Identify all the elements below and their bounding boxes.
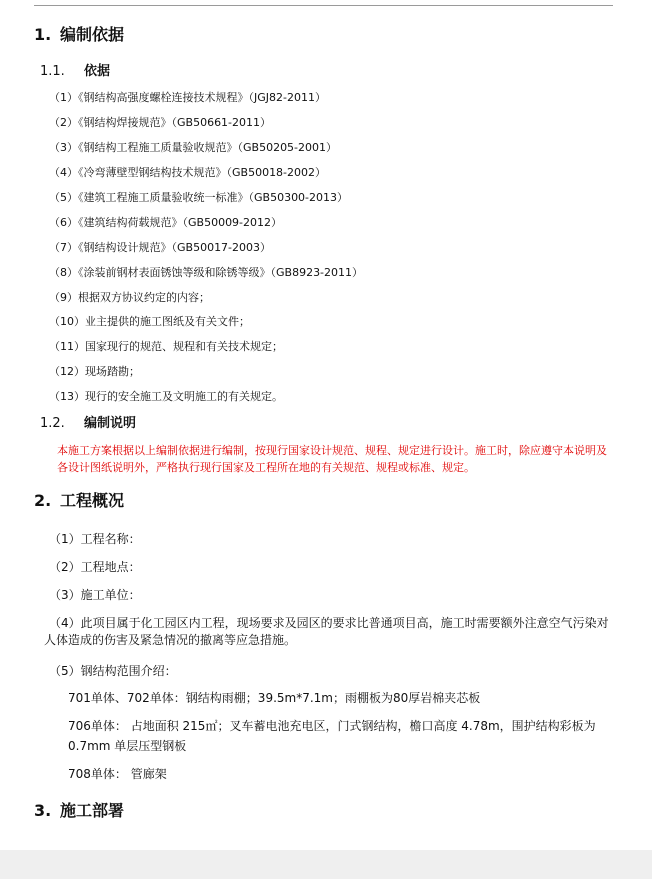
basis-item: （2）《钢结构焊接规范》（GB50661-2011） [49, 116, 272, 129]
basis-item: （6）《建筑结构荷载规范》（GB50009-2012） [49, 216, 283, 229]
basis-item: （3）《钢结构工程施工质量验收规范》（GB50205-2001） [49, 141, 338, 154]
page-footer-band [0, 850, 652, 879]
scope-item-706: 706单体： 占地面积 215㎡；叉车蓄电池充电区，门式钢结构，檐口高度 4.78m，围护结构彩板为 0.7mm 单层压型钢板 [68, 719, 596, 753]
section-heading-2: 2. 工程概况 [34, 491, 125, 510]
basis-item: （7）《钢结构设计规范》（GB50017-2003） [49, 241, 272, 254]
section-heading-3: 3. 施工部署 [34, 801, 125, 820]
header-rule [34, 5, 613, 6]
basis-item: （12）现场踏勘； [49, 365, 140, 378]
scope-item-708: 708单体： 管廊架 [68, 767, 167, 781]
compile-note: 本施工方案根据以上编制依据进行编制，按现行国家设计规范、规程、规定进行设计。施工时，除应遵守本说明及各设计图纸说明外，严格执行现行国家及工程所在地的有关规范、规程或标准、规定。 [57, 444, 607, 474]
section-heading-1: 1. 编制依据 [34, 25, 125, 44]
subsection-heading-1-2: 1.2. 编制说明 [40, 416, 137, 431]
basis-item: （8）《涂装前钢材表面锈蚀等级和除锈等级》（GB8923-2011） [49, 266, 364, 279]
basis-item: （4）《冷弯薄壁型钢结构技术规范》（GB50018-2002） [49, 166, 327, 179]
project-note: （4）此项目属于化工园区内工程，现场要求及园区的要求比普通项目高，施工时需要额外注意空气污染对人体造成的伤害及紧急情况的撤离等应急措施。 [44, 616, 609, 647]
scope-item-701-702: 701单体、702单体：钢结构雨棚；39.5m*7.1m；雨棚板为80厚岩棉夹芯板 [68, 691, 481, 705]
subsection-heading-1-1: 1.1. 依据 [40, 64, 111, 79]
steel-scope-title: （5）钢结构范围介绍： [49, 664, 177, 678]
project-name-field: （1）工程名称： [49, 532, 141, 546]
basis-item: （10）业主提供的施工图纸及有关文件； [49, 315, 250, 328]
project-location-field: （2）工程地点： [49, 560, 141, 574]
basis-item: （13）现行的安全施工及文明施工的有关规定。 [49, 390, 283, 403]
contractor-field: （3）施工单位： [49, 588, 141, 602]
basis-item: （9）根据双方协议约定的内容； [49, 291, 210, 304]
basis-item: （5）《建筑工程施工质量验收统一标准》（GB50300-2013） [49, 191, 349, 204]
basis-item: （1）《钢结构高强度螺栓连接技术规程》（JGJ82-2011） [49, 91, 326, 104]
basis-item: （11）国家现行的规范、规程和有关技术规定； [49, 340, 283, 353]
